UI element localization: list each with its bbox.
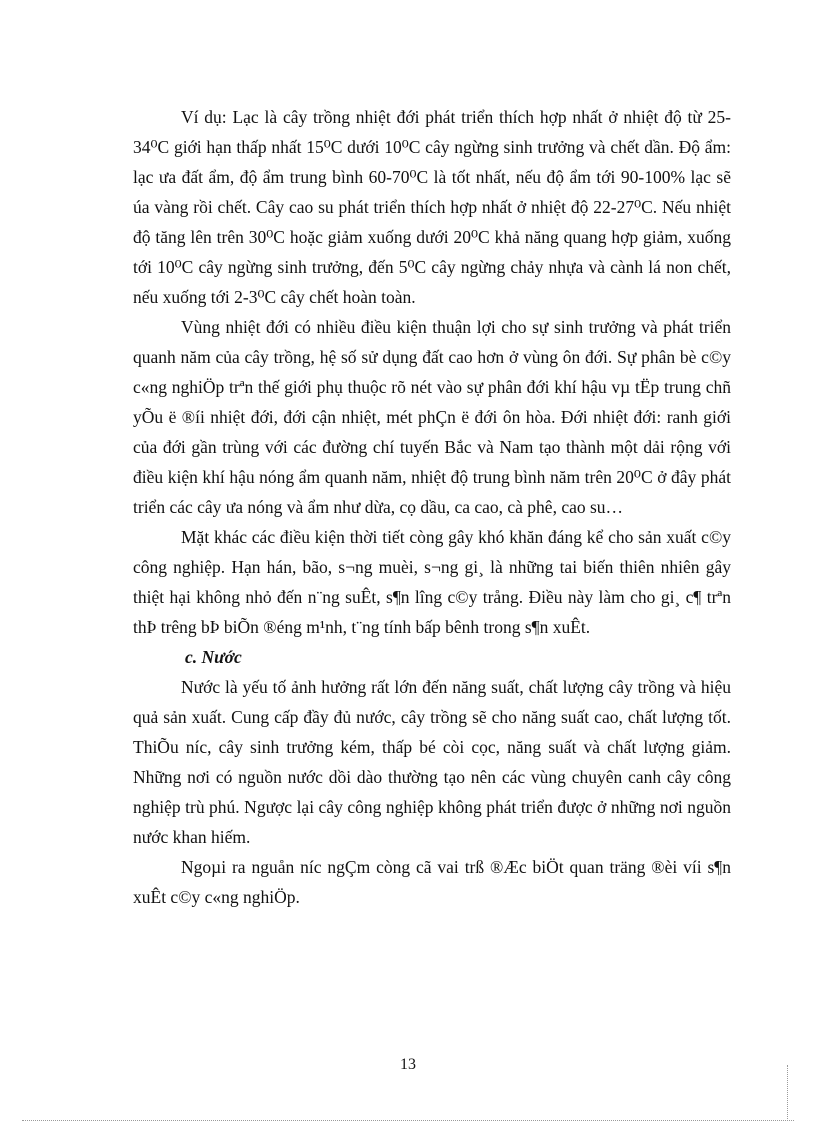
page-number: 13 — [400, 1056, 416, 1073]
paragraph-groundwater: Ngoµi ra nguån níc ngÇm còng cã vai trß ®Æc biÖt quan träng ®èi víi s¶n xuÊt c©y c«ng nghiÖp. — [133, 857, 731, 907]
paragraph-water-importance: Nước là yếu tố ảnh hưởng rất lớn đến năng suất, chất lượng cây trồng và hiệu quả sản xuất. Cung cấp đầy đủ nước, cây trồng sẽ cho năng suất cao, chất lượng tốt. ThiÕu níc, cây sinh trưởng kém, thấp bé còi cọc, năng suất và chất lượng giảm. Những nơi có nguồn nước dồi dào thường tạo nên các vùng chuyên canh cây công nghiệp trù phú. Ngược lại cây công nghiệp không phát triển được ở những nơi nguồn nước khan hiếm. — [133, 677, 731, 847]
paragraph-tropical-zone: Vùng nhiệt đới có nhiều điều kiện thuận lợi cho sự sinh trưởng và phát triển quanh năm của cây trồng, hệ số sử dụng đất cao hơn ở vùng ôn đới. Sự phân bè c©y c«ng nghiÖp trªn thế giới phụ thuộc rõ nét vào sự phân đới khí hậu vµ tËp trung chñ yÕu ë ®íi nhiệt đới, đới cận nhiệt, mét phÇn ë đới ôn hòa. Đới nhiệt đới: ranh giới của đới gần trùng với các đường chí tuyến Bắc và Nam tạo thành một dải rộng với điều kiện khí hậu nóng ẩm quanh năm, nhiệt độ trung bình năm trên 20⁰C ở đây phát triển các cây ưa nóng và ẩm như dừa, cọ dầu, ca cao, cà phê, cao su… — [133, 317, 731, 517]
page-border-right — [787, 1065, 788, 1119]
paragraph-temperature-example: Ví dụ: Lạc là cây trồng nhiệt đới phát triển thích hợp nhất ở nhiệt độ từ 25-34⁰C giới hạn thấp nhất 15⁰C dưới 10⁰C cây ngừng sinh trưởng và chết dần. Độ ẩm: lạc ưa đất ẩm, độ ẩm trung bình 60-70⁰C là tốt nhất, nếu độ ẩm tới 90-100% lạc sẽ úa vàng rồi chết. Cây cao su phát triển thích hợp nhất ở nhiệt độ 22-27⁰C. Nếu nhiệt độ tăng lên trên 30⁰C hoặc giảm xuống dưới 20⁰C khả năng quang hợp giảm, xuống tới 10⁰C cây ngừng sinh trưởng, đến 5⁰C cây ngừng chảy nhựa và cành lá non chết, nếu xuống tới 2-3⁰C cây chết hoàn toàn. — [133, 107, 731, 307]
section-heading-water: c. Nước — [185, 647, 242, 667]
page-border-bottom — [22, 1120, 794, 1121]
page-body — [133, 102, 731, 912]
paragraph-weather-hazards: Mặt khác các điều kiện thời tiết còng gây khó khăn đáng kể cho sản xuất c©y công nghiệp. Hạn hán, bão, s¬ng muèi, s¬ng gi¸ là những tai biến thiên nhiên gây thiệt hại không nhỏ đến n¨ng suÊt, s¶n lîng c©y trång. Điều này làm cho gi¸ c¶ trªn thÞ trêng bÞ biÕn ®éng m¹nh, t¨ng tính bấp bênh trong s¶n xuÊt. — [133, 527, 731, 637]
